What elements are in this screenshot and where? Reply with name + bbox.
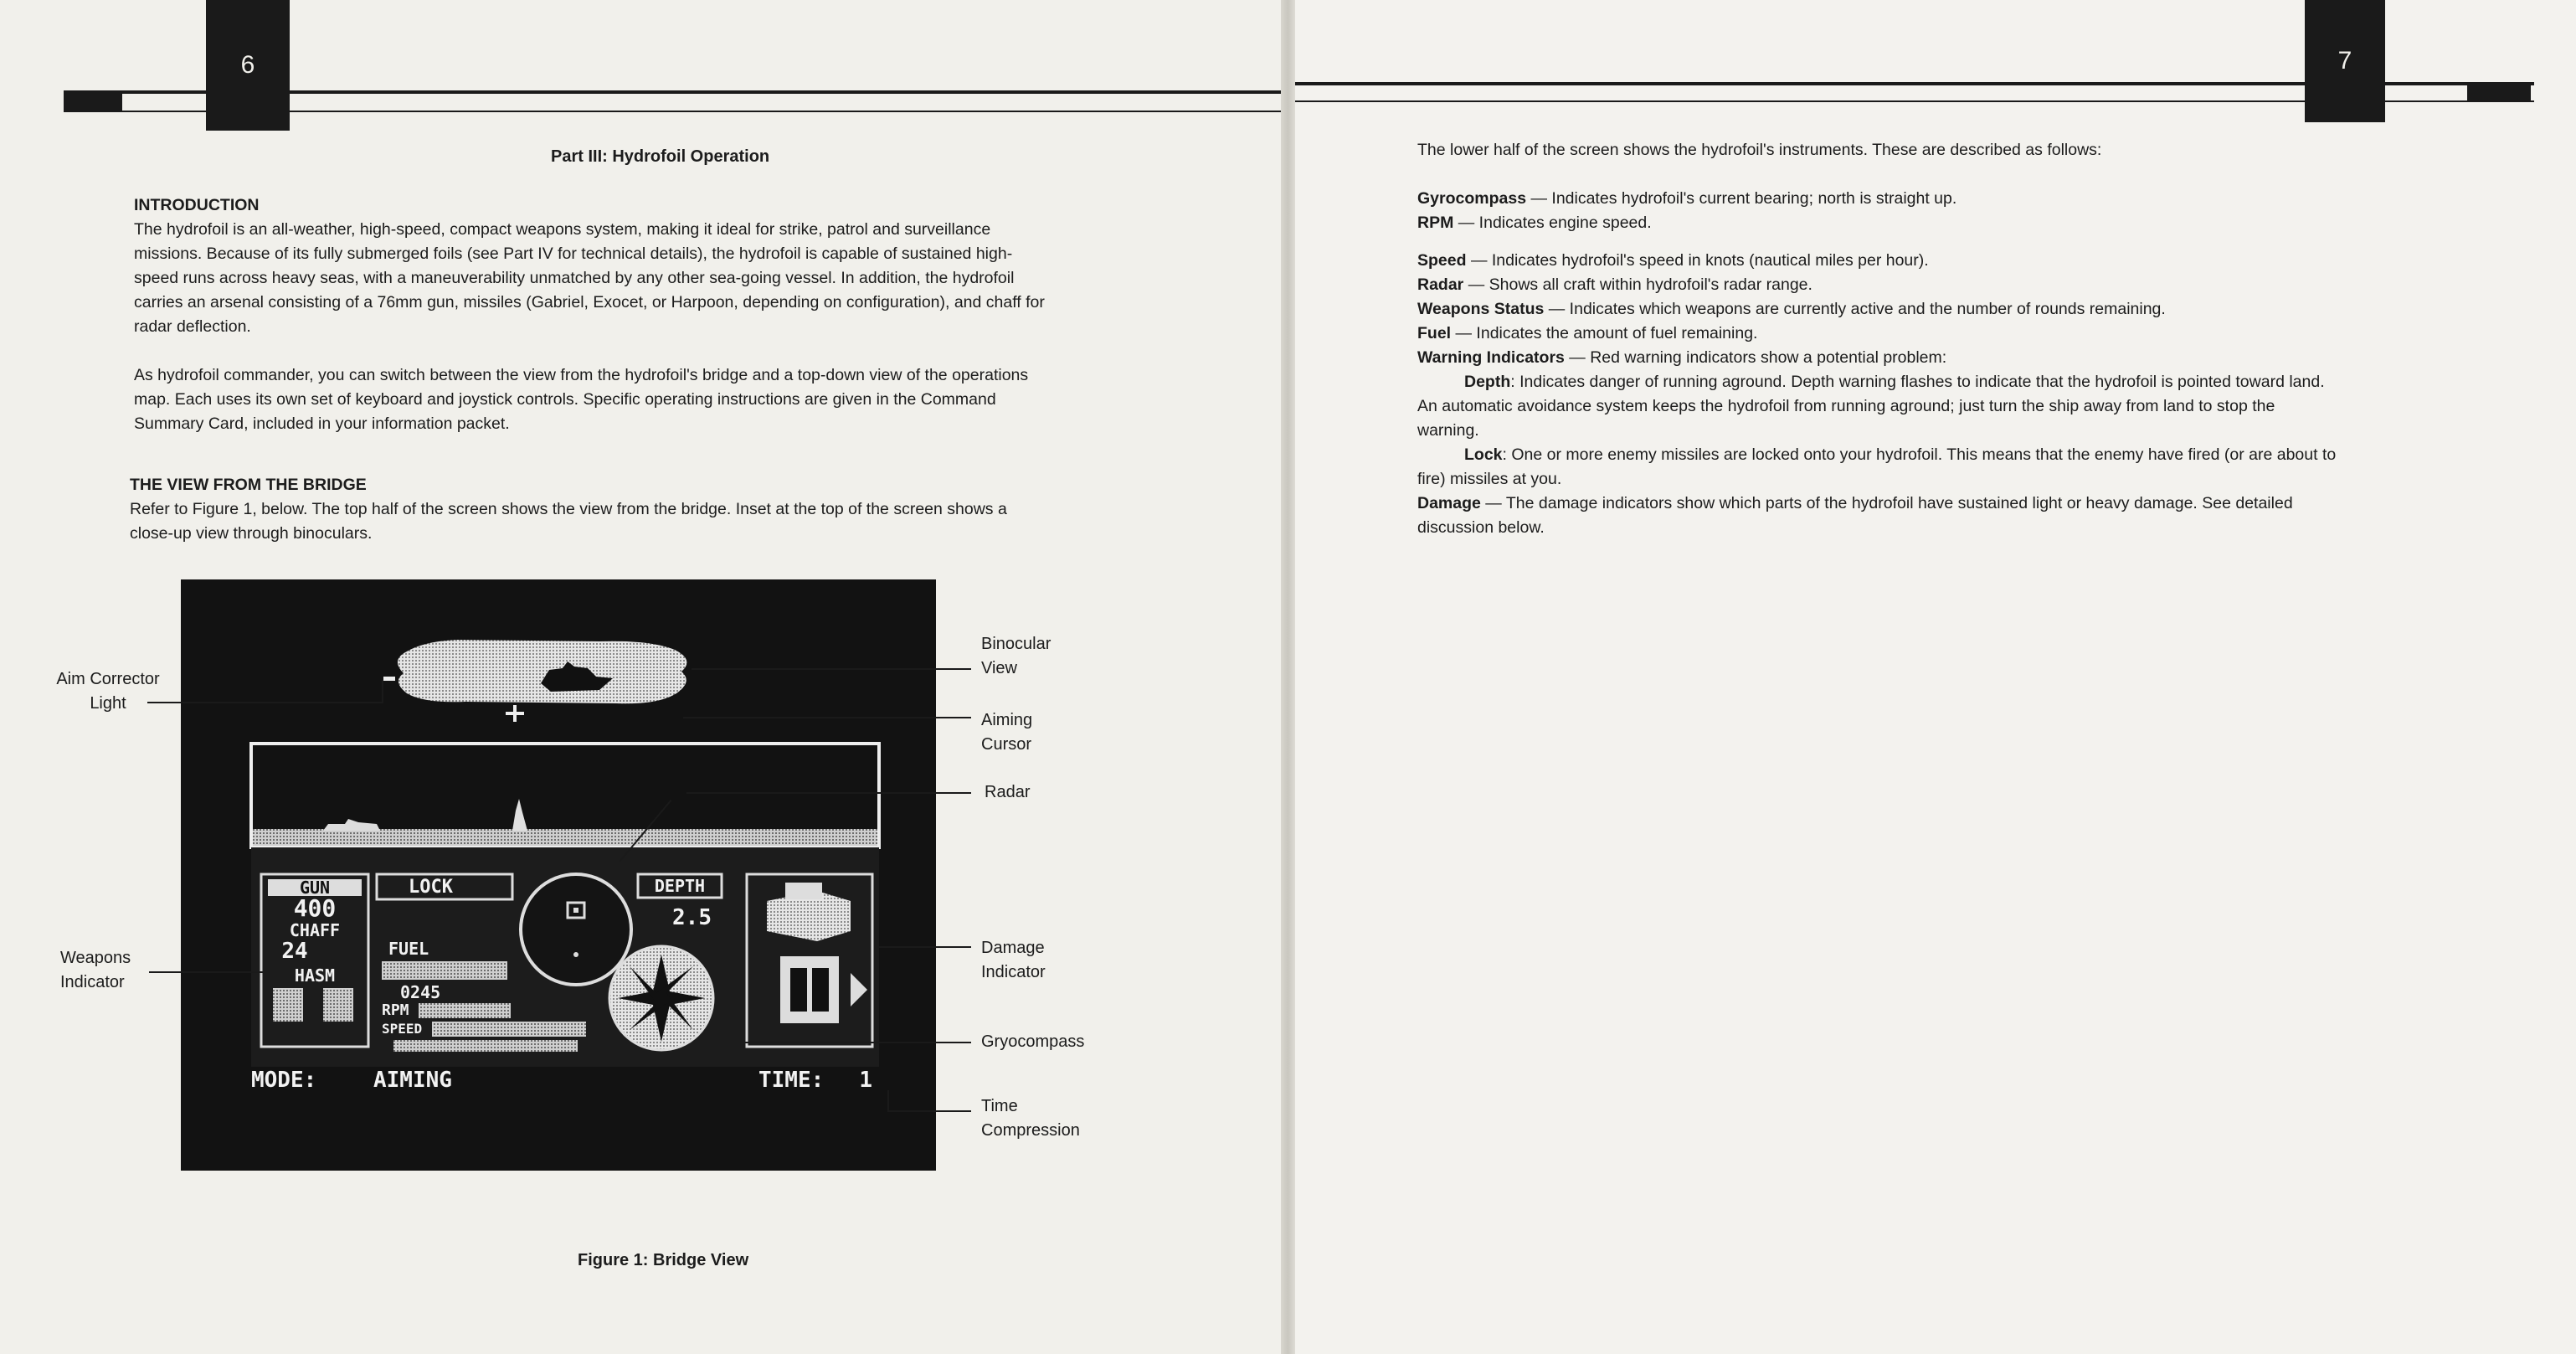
intro-line: radar deflection. xyxy=(134,317,251,336)
missile-icon xyxy=(323,988,353,1022)
right-page xyxy=(1295,0,2576,1354)
radar-display xyxy=(521,874,631,985)
depth-value: 2.5 xyxy=(672,905,712,930)
speed-scale xyxy=(393,1040,578,1052)
bridge-section xyxy=(130,473,1185,546)
commander-line: Summary Card, included in your information packet. xyxy=(134,414,510,433)
splash xyxy=(512,799,527,831)
callout-text: Indicator xyxy=(981,963,1046,981)
callout-text: Aim Corrector xyxy=(56,670,160,688)
depth-warning-cont: An automatic avoidance system keeps the hydrofoil from running aground; just turn the ship away from land to stop the xyxy=(1417,397,2275,415)
callout-aiming-cursor xyxy=(981,708,1032,757)
lock-indicator: LOCK xyxy=(409,877,453,898)
speed-gauge xyxy=(432,1022,586,1037)
damage-item-cont: discussion below. xyxy=(1417,518,1545,537)
chaff-label: CHAFF xyxy=(289,920,341,940)
instruments-intro: The lower half of the screen shows the hydrofoil's instruments. These are described as follows: xyxy=(1417,141,2102,159)
instrument-item: Weapons Status — Indicates which weapons are currently active and the number of rounds remaining. xyxy=(1417,300,2166,318)
damage-item: Damage — The damage indicators show which parts of the hydrofoil have sustained light or heavy damage. See detailed xyxy=(1417,494,2293,512)
callout-text: Cursor xyxy=(981,735,1032,754)
fuel-gauge xyxy=(382,961,507,980)
chaff-rounds: 24 xyxy=(281,939,308,964)
figure-caption: Figure 1: Bridge View xyxy=(578,1251,749,1269)
book-gutter xyxy=(1281,0,1295,1354)
commander-line: map. Each uses its own set of keyboard and joystick controls. Specific operating instructions are given in the Command xyxy=(134,390,996,409)
leader-line xyxy=(683,717,971,718)
bridge-line: Refer to Figure 1, below. The top half of the screen shows the view from the bridge. Inset at the top of the screen shows a xyxy=(130,500,1007,518)
depth-label: DEPTH xyxy=(654,876,706,896)
instrument-item: RPM — Indicates engine speed. xyxy=(1417,214,1652,232)
missile-icon xyxy=(273,988,303,1022)
gun-rounds: 400 xyxy=(293,894,337,922)
callout-text: Compression xyxy=(981,1121,1080,1140)
callout-text: Weapons xyxy=(60,949,131,967)
leader-line xyxy=(149,971,263,973)
leader-line xyxy=(382,680,383,703)
leader-line xyxy=(887,1110,971,1112)
intro-line: carries an arsenal consisting of a 76mm gun, missiles (Gabriel, Exocet, or Harpoon, depending on configuration), and chaff for xyxy=(134,293,1045,311)
page-title: Part III: Hydrofoil Operation xyxy=(551,147,770,166)
callout-binocular-view xyxy=(981,632,1051,681)
callout-radar: Radar xyxy=(985,783,1031,801)
callout-damage-indicator xyxy=(981,936,1046,985)
callout-text: Damage xyxy=(981,939,1045,957)
bridge-line: close-up view through binoculars. xyxy=(130,524,373,543)
speed-label: SPEED xyxy=(382,1021,423,1037)
callout-time-compression xyxy=(981,1094,1080,1143)
leader-line xyxy=(147,702,383,703)
rpm-gauge xyxy=(419,1003,511,1018)
intro-line: The hydrofoil is an all-weather, high-speed, compact weapons system, making it ideal for strike, patrol and surveillance xyxy=(134,220,991,239)
callout-aim-corrector xyxy=(49,667,167,716)
intro-line: missions. Because of its fully submerged foils (see Part IV for technical details), the hydrofoil is capable of sustained high- xyxy=(134,245,1013,263)
instrument-item: Warning Indicators — Red warning indicators show a potential problem: xyxy=(1417,348,1947,367)
left-page xyxy=(0,0,1281,1354)
gyrocompass xyxy=(609,946,713,1050)
sea-horizon xyxy=(253,829,877,846)
fuel-label: FUEL xyxy=(388,939,429,959)
lock-warning-cont: fire) missiles at you. xyxy=(1417,470,1562,488)
commander-line: As hydrofoil commander, you can switch between the view from the hydrofoil's bridge and a top-down view of the operations xyxy=(134,366,1029,384)
instrument-item: Radar — Shows all craft within hydrofoil's radar range. xyxy=(1417,275,1812,294)
page-number-7: 7 xyxy=(2305,0,2385,122)
callout-text: Light xyxy=(90,694,126,713)
leader-line xyxy=(879,946,971,948)
gun-label: GUN xyxy=(299,878,331,898)
callout-gyrocompass: Gryocompass xyxy=(981,1032,1085,1051)
mode-value: AIMING xyxy=(373,1068,452,1093)
intro-heading: INTRODUCTION xyxy=(134,196,260,214)
page-number-6: 6 xyxy=(206,0,290,131)
header-bar-right xyxy=(2467,82,2531,102)
rpm-readout: 0245 xyxy=(400,982,441,1002)
callout-text: Indicator xyxy=(60,973,125,991)
mode-label: MODE: xyxy=(251,1068,317,1093)
leader-line xyxy=(692,668,971,670)
time-compression-value: 1 xyxy=(859,1068,872,1093)
leader-line xyxy=(887,1090,889,1110)
rpm-label: RPM xyxy=(382,1001,409,1019)
bridge-heading: THE VIEW FROM THE BRIDGE xyxy=(130,476,367,494)
instrument-item: Fuel — Indicates the amount of fuel remaining. xyxy=(1417,324,1758,342)
commander-paragraph xyxy=(134,363,1189,436)
callout-text: View xyxy=(981,659,1017,677)
lock-warning: Lock: One or more enemy missiles are locked onto your hydrofoil. This means that the enemy have fired (or are about to xyxy=(1464,445,2337,464)
intro-line: speed runs across heavy seas, with a maneuverability unmatched by any other sea-going vessel. In addition, the hydrofoil xyxy=(134,269,1015,287)
callout-weapons-indicator xyxy=(60,946,131,995)
instrument-list xyxy=(1417,187,2522,540)
instrument-item: Gyrocompass — Indicates hydrofoil's current bearing; north is straight up. xyxy=(1417,189,1957,208)
hasm-label: HASM xyxy=(294,965,336,986)
leader-line xyxy=(686,792,971,794)
depth-warning: Depth: Indicates danger of running aground. Depth warning flashes to indicate that the hydrofoil is pointed toward land. xyxy=(1464,373,2325,391)
callout-text: Time xyxy=(981,1097,1018,1115)
callout-text: Aiming xyxy=(981,711,1033,729)
enemy-ship xyxy=(323,819,380,831)
instrument-item: Speed — Indicates hydrofoil's speed in knots (nautical miles per hour). xyxy=(1417,251,1929,270)
depth-warning-cont: warning. xyxy=(1417,421,1479,440)
leader-line xyxy=(745,1042,971,1043)
aiming-cursor xyxy=(506,705,524,722)
callout-text: Binocular xyxy=(981,635,1051,653)
binocular-inset xyxy=(383,640,686,703)
time-label: TIME: xyxy=(758,1068,825,1093)
header-bar-left xyxy=(64,90,122,111)
intro-section xyxy=(134,193,1189,339)
